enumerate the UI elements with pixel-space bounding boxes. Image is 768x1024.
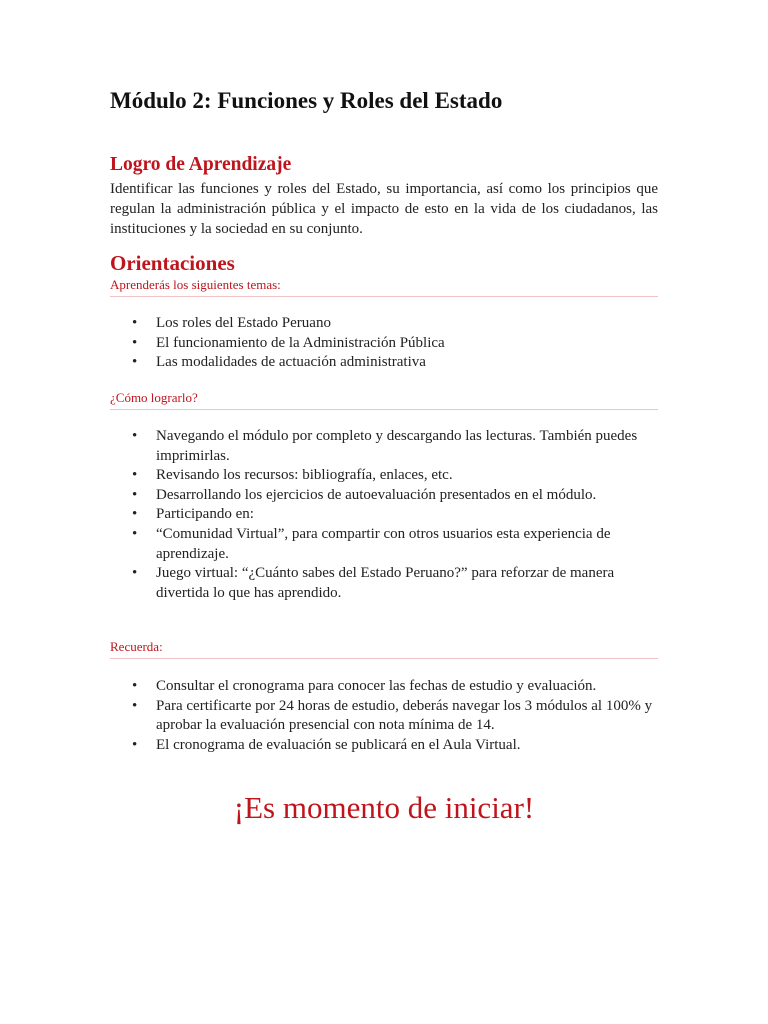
bullet-icon: • — [132, 428, 138, 444]
bullet-icon: • — [132, 506, 138, 523]
temas-label: Aprenderás los siguientes temas: — [110, 277, 658, 297]
list-item-text: Revisando los recursos: bibliografía, enlaces, etc. — [156, 467, 453, 484]
temas-list — [110, 314, 658, 373]
como-label: ¿Cómo lograrlo? — [110, 390, 658, 410]
logro-paragraph: Identificar las funciones y roles del Estado, su importancia, así como los principios que regulan la administración pública y el impacto de esto en la vida de los ciudadanos, las instituciones y la sociedad en su conjunto. — [110, 181, 658, 237]
list-item-text: Juego virtual: “¿Cuánto sabes del Estado Peruano?” para reforzar de manera divertida lo que has aprendido. — [156, 565, 615, 601]
list-item-text: El funcionamiento de la Administración Pública — [156, 334, 445, 351]
bullet-icon: • — [132, 697, 138, 714]
list-item-text: Navegando el módulo por completo y descargando las lecturas. También puedes imprimirlas. — [156, 428, 638, 464]
list-item — [110, 736, 658, 756]
recuerda-list — [110, 677, 658, 755]
list-item — [110, 505, 658, 525]
list-item-text: Participando en: — [156, 506, 254, 523]
list-item — [110, 334, 658, 354]
bullet-icon: • — [132, 334, 138, 351]
bullet-icon: • — [132, 486, 138, 503]
bullet-icon: • — [132, 315, 138, 331]
bullet-icon: • — [132, 354, 138, 371]
recuerda-label: Recuerda: — [110, 639, 658, 659]
list-item-text: Los roles del Estado Peruano — [156, 315, 331, 331]
orientaciones-heading: Orientaciones — [110, 251, 235, 275]
list-item-text: Para certificarte por 24 horas de estudio, deberás navegar los 3 módulos al 100% y aprobar la evaluación presencial con nota mínima de 14. — [156, 697, 653, 734]
bullet-icon: • — [132, 525, 138, 542]
list-item — [110, 525, 658, 564]
como-list — [110, 427, 658, 603]
list-item — [110, 427, 658, 466]
list-item — [110, 677, 658, 697]
list-item — [110, 486, 658, 506]
bullet-icon: • — [132, 678, 138, 694]
logro-heading: Logro de Aprendizaje — [110, 154, 292, 175]
list-item-text: Consultar el cronograma para conocer las fechas de estudio y evaluación. — [156, 678, 597, 694]
list-item — [110, 564, 658, 603]
list-item-text: El cronograma de evaluación se publicará en el Aula Virtual. — [156, 736, 521, 753]
page-title: Módulo 2: Funciones y Roles del Estado — [110, 88, 503, 113]
bullet-icon: • — [132, 467, 138, 484]
bullet-icon: • — [132, 565, 138, 582]
list-item — [110, 314, 658, 334]
cta-heading: ¡Es momento de iniciar! — [233, 790, 535, 825]
list-item-text: Las modalidades de actuación administrativa — [156, 354, 426, 371]
list-item — [110, 697, 658, 736]
bullet-icon: • — [132, 736, 138, 753]
list-item-text: “Comunidad Virtual”, para compartir con otros usuarios esta experiencia de aprendizaje. — [156, 525, 611, 562]
list-item — [110, 466, 658, 486]
list-item-text: Desarrollando los ejercicios de autoevaluación presentados en el módulo. — [156, 486, 597, 503]
list-item — [110, 353, 658, 373]
